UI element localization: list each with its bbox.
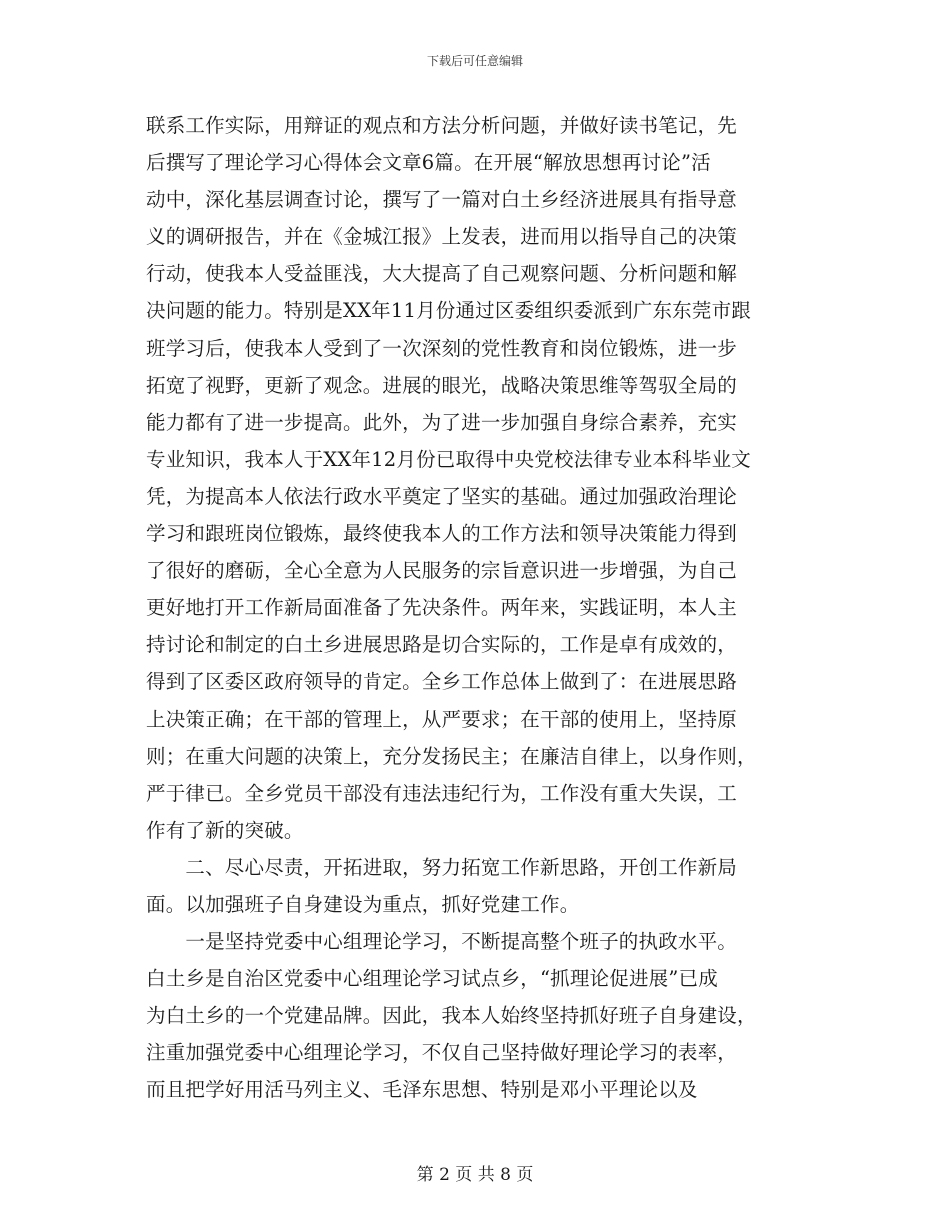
text-line: 严于律已。全乡党员干部没有违法违纪行为，工作没有重大失误，工 bbox=[146, 781, 738, 805]
text-line: 联系工作实际，用辩证的观点和方法分析问题，并做好读书笔记，先 bbox=[146, 114, 738, 137]
text-line: 注重加强党委中心组理论学习，不仅自己坚持做好理论学习的表率， bbox=[146, 1041, 738, 1065]
text-line: 上决策正确；在干部的管理上，从严要求；在干部的使用上，坚持原 bbox=[146, 707, 738, 731]
text-line: 学习和跟班岗位锻炼，最终使我本人的工作方法和领导决策能力得到 bbox=[146, 522, 738, 546]
text-line: 更好地打开工作新局面准备了先决条件。两年来，实践证明，本人主 bbox=[146, 596, 738, 620]
text-line: 班学习后，使我本人受到了一次深刻的党性教育和岗位锻炼，进一步 bbox=[146, 336, 738, 360]
text-line: 为白土乡的一个党建品牌。因此，我本人始终坚持抓好班子自身建设， bbox=[146, 1004, 757, 1028]
text-line: 能力都有了进一步提高。此外，为了进一步加强自身综合素养，充实 bbox=[146, 410, 738, 434]
text-line: 白土乡是自治区党委中心组理论学习试点乡，“抓理论促进展”已成 bbox=[146, 967, 718, 991]
text-line: 后撰写了理论学习心得体会文章6篇。在开展“解放思想再讨论”活 bbox=[146, 151, 711, 175]
document-body bbox=[146, 107, 806, 1109]
text-line: 专业知识，我本人于XX年12月份已取得中央党校法律专业本科毕业文 bbox=[146, 447, 751, 471]
text-line: 拓宽了视野，更新了观念。进展的眼光，战略决策思维等驾驭全局的 bbox=[146, 373, 738, 397]
text-line: 得到了区委区政府领导的肯定。全乡工作总体上做到了：在进展思路 bbox=[146, 670, 738, 694]
text-line: 持讨论和制定的白土乡进展思路是切合实际的，工作是卓有成效的， bbox=[146, 633, 738, 657]
text-line: 则；在重大问题的决策上，充分发扬民主；在廉洁自律上，以身作则， bbox=[146, 744, 757, 768]
text-line: 义的调研报告，并在《金城江报》上发表，进而用以指导自己的决策 bbox=[146, 225, 738, 249]
text-line: 面。以加强班子自身建设为重点，抓好党建工作。 bbox=[146, 892, 580, 916]
text-line: 作有了新的突破。 bbox=[146, 818, 304, 842]
text-line: 了很好的磨砺，全心全意为人民服务的宗旨意识进一步增强，为自己 bbox=[146, 559, 738, 583]
text-line: 一是坚持党委中心组理论学习，不断提高整个班子的执政水平。 bbox=[146, 930, 738, 954]
text-line: 决问题的能力。特别是XX年11月份通过区委组织委派到广东东莞市跟 bbox=[146, 299, 751, 323]
text-line: 而且把学好用活马列主义、毛泽东思想、特别是邓小平理论以及 bbox=[146, 1078, 698, 1102]
text-line: 凭，为提高本人依法行政水平奠定了坚实的基础。通过加强政治理论 bbox=[146, 484, 738, 508]
text-line: 二、尽心尽责，开拓进取，努力拓宽工作新思路，开创工作新局 bbox=[146, 855, 738, 879]
page-header: 下载后可任意编辑 bbox=[426, 54, 523, 68]
page-number: 第 2 页 共 8 页 bbox=[416, 1165, 534, 1185]
text-line: 动中，深化基层调查讨论，撰写了一篇对白土乡经济进展具有指导意 bbox=[146, 188, 738, 212]
text-line: 行动，使我本人受益匪浅，大大提高了自己观察问题、分析问题和解 bbox=[146, 262, 738, 286]
